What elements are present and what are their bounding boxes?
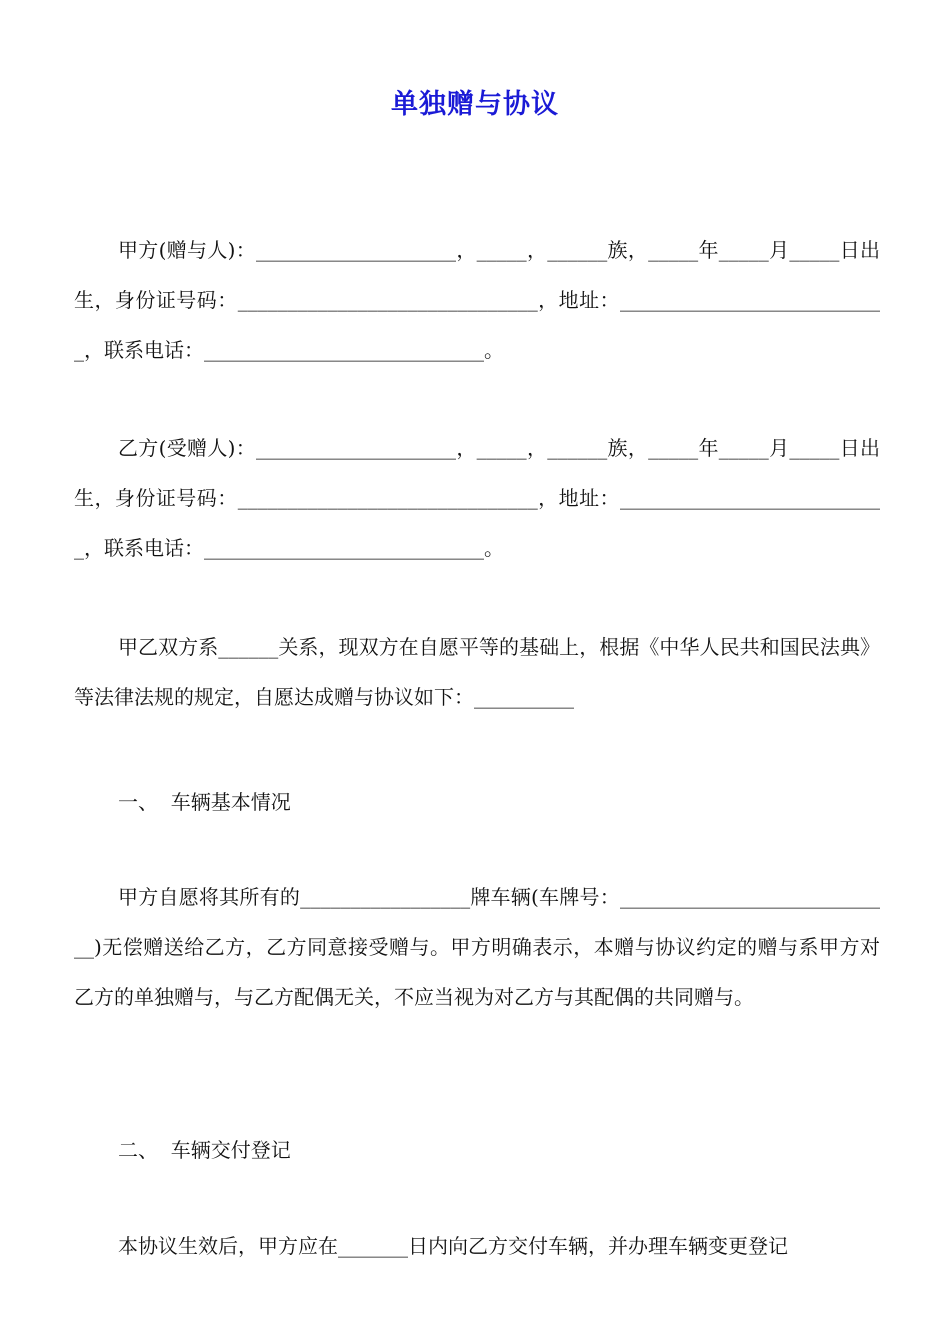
intro-paragraph: 甲乙双方系______关系，现双方在自愿平等的基础上，根据《中华人民共和国民法典》等法律法规的规定，自愿达成赠与协议如下：__________ (74, 635, 880, 709)
section-2-body: 本协议生效后，甲方应在_______日内向乙方交付车辆，并办理车辆变更登记 (118, 1234, 788, 1258)
party-a-paragraph: 甲方(赠与人)：____________________，_____，______族，_____年_____月_____日出生，身份证号码：______________________________，地址：___________________________，联系电话：____________________________。 (74, 238, 880, 362)
document-title: 单独赠与协议 (391, 89, 559, 120)
section-1-body: 甲方自愿将其所有的_________________牌车辆(车牌号：____________________________)无偿赠送给乙方，乙方同意接受赠与。甲方明确表示，本赠与协议约定的赠与系甲方对乙方的单独赠与，与乙方配偶无关，不应当视为对乙方与其配偶的共同赠与。 (74, 885, 880, 1009)
party-b-paragraph: 乙方(受赠人)：____________________，_____，______族，_____年_____月_____日出生，身份证号码：______________________________，地址：___________________________，联系电话：____________________________。 (74, 436, 880, 560)
section-1-heading: 一、 车辆基本情况 (118, 790, 291, 814)
section-2-heading: 二、 车辆交付登记 (118, 1138, 291, 1162)
